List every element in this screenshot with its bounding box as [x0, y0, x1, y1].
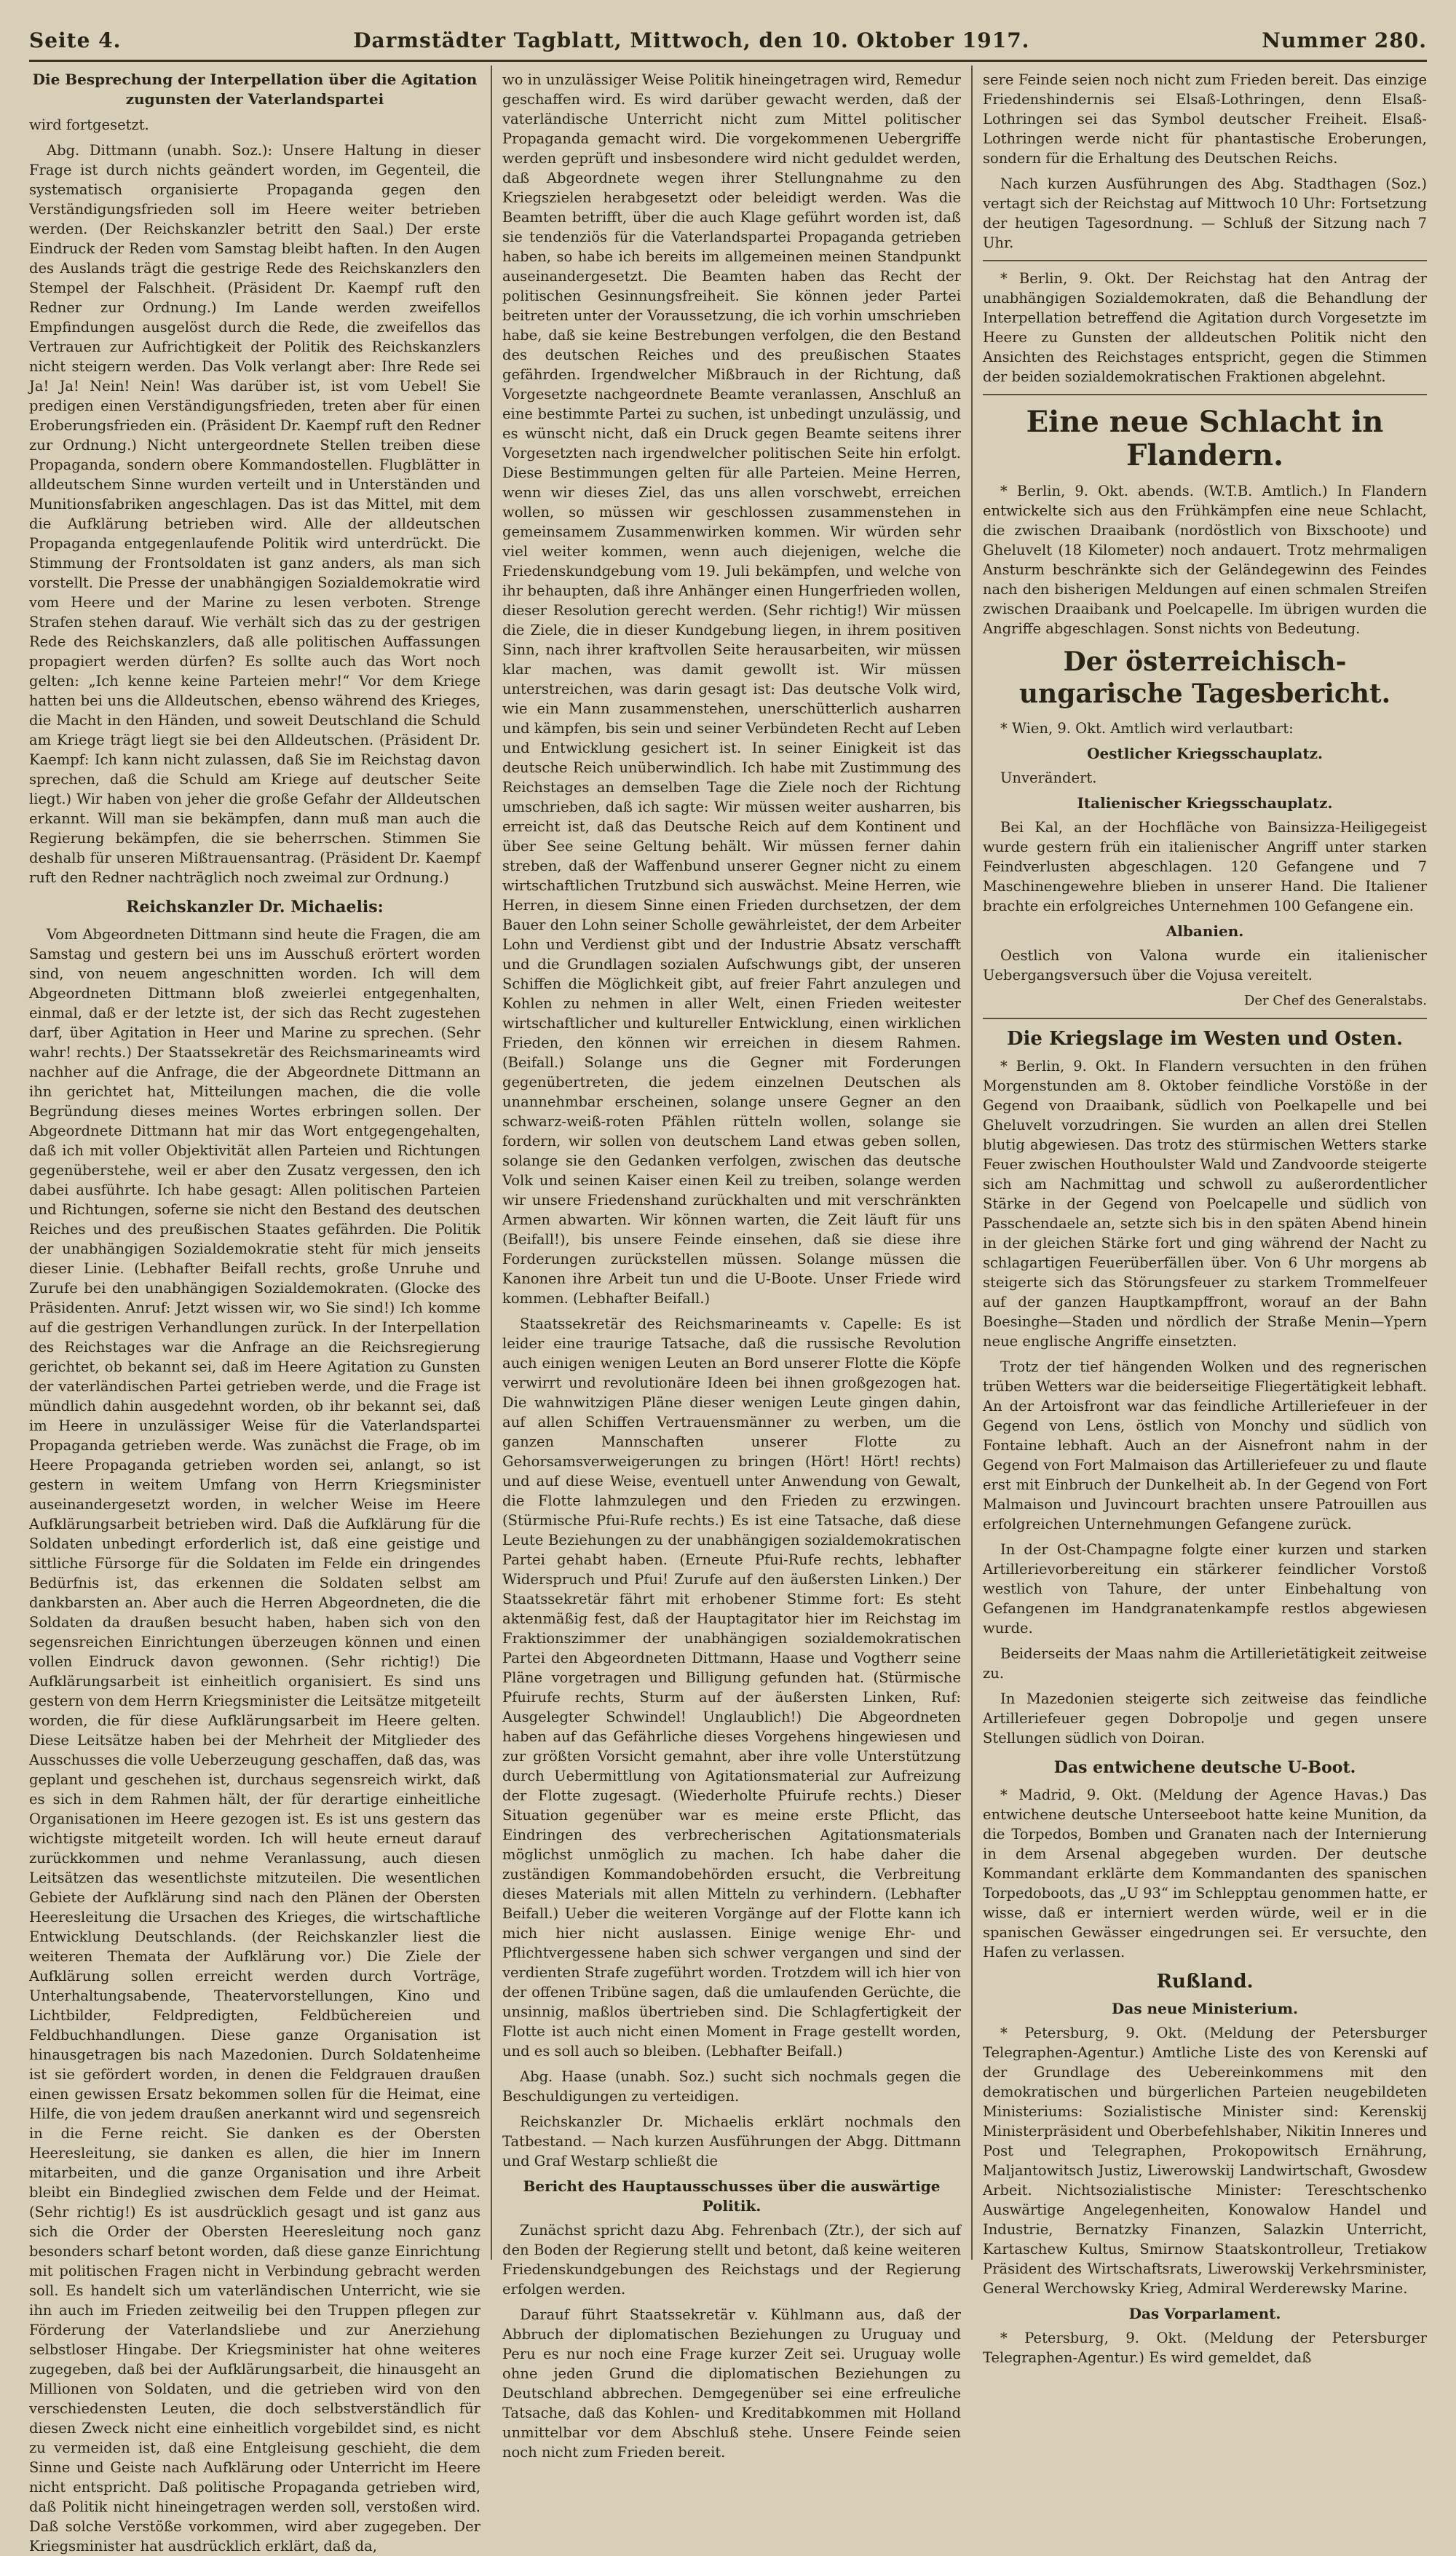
paragraph: Zunächst spricht dazu Abg. Fehrenbach (Ztr.), der sich auf den Boden der Regierung stellt und betont, daß keine weiteren Friedenskundgebungen des Reichstags und der Regierung erfolgen werden.: [502, 2222, 961, 2298]
continued-note: wird fortgesetzt.: [29, 116, 149, 133]
subheading: Italienischer Kriegsschauplatz.: [1077, 794, 1333, 812]
issue-number: Nummer 280.: [1262, 28, 1427, 52]
separator: [983, 260, 1427, 261]
subheading: Bericht des Hauptausschusses über die auswärtige Politik.: [523, 2177, 941, 2215]
paragraph: * Wien, 9. Okt. Amtlich wird verlautbart:: [1000, 720, 1294, 737]
paragraph: * Berlin, 9. Okt. Der Reichstag hat den Antrag der unabhängigen Sozialdemokraten, daß die Behandlung der Interpellation betreffend die Agitation durch Vorgesetzte im Heere zu Gunsten der alldeutschen Politik nicht den Ansichten des Reichstages entspricht, gegen die Stimmen der beiden sozialdemokratischen Fraktionen abgelehnt.: [983, 270, 1427, 385]
paragraph: Abg. Haase (unabh. Soz.) sucht sich nochmals gegen die Beschuldigungen zu verteidigen.: [502, 2068, 961, 2105]
paragraph: Darauf führt Staatssekretär v. Kühlmann aus, daß der Abbruch der diplomatischen Beziehungen zu Uruguay und Peru es nur noch eine Frage kurzer Zeit sei. Uruguay wolle ohne jeden Grund die diplomatischen Beziehungen zu Deutschland abbrechen. Demgegenüber sei eine erfreuliche Tatsache, daß das Kohlen- und Kreditabkommen mit Holland unmittelbar vor dem Abschluß stehe. Unsere Feinde seien noch nicht zum Frieden bereit.: [502, 2306, 961, 2461]
paragraph: Unverändert.: [1000, 769, 1097, 786]
paragraph: Staatssekretär des Reichsmarineamts v. Capelle: Es ist leider eine traurige Tatsache, daß die russische Revolution auch einigen wenigen Leuten an Bord unserer Flotte die Köpfe verwirrt und revolutionäre Ideen bei ihnen großgezogen hat. Die wahnwitzigen Pläne dieser wenigen Leute gingen dahin, auf allen Schiffen Vertrauensmänner zu werben, um die ganzen Mannschaften unserer Flotte zu Gehorsamsverweigerungen zu bringen (Hört! Hört! rechts) und auf diese Weise, eventuell unter Anwendung von Gewalt, die Flotte lahmzulegen und den Frieden zu erzwingen. (Stürmische Pfui-Rufe rechts.) Es ist eine Tatsache, daß diese Leute Beziehungen zu der unabhängigen sozialdemokratischen Partei gehabt haben. (Erneute Pfui-Rufe rechts, lebhafter Widerspruch und Pfui! Zurufe auf den äußersten Linken.) Der Staatssekretär fährt mit erhobener Stimme fort: Es steht aktenmäßig fest, daß der Hauptagitator hier im Reichstag im Fraktionszimmer der unabhängigen sozialdemokratischen Partei den Abgeordneten Dittmann, Haase und Vogtherr seine Pläne vorgetragen und Billigung gefunden hat. (Stürmische Pfuirufe rechts, Sturm auf der äußersten Linken, Ruf: Ausgelegter Schwindel! Unglaublich!) Die Abgeordneten haben auf das Gefährliche dieses Vorgehens hingewiesen und zur größten Vorsicht gemahnt, aber ihre volle Unterstützung durch Uebermittlung von Agitationsmaterial zur Aufreizung der Flotte zugesagt. (Wiederholte Pfuirufe rechts.) Dieser Situation gegenüber war es meine erste Pflicht, das Eindringen des verbrecherischen Agitationsmaterials möglichst unmöglich zu machen. Ich habe daher die zuständigen Kommandobehörden ersucht, die Verbreitung dieses Materials mit allen Mitteln zu verhindern. (Lebhafter Beifall.) Ueber die weiteren Vorgänge auf der Flotte kann ich mich hier nicht auslassen. Einige wenige Ehr- und Pflichtvergessene haben sich schwer vergangen und sind der verdienten Strafe zugeführt worden. Trotzdem will ich hier von der offenen Tribüne sagen, daß die umlaufenden Gerüchte, die unsinnig, maßlos übertrieben sind. Die Schlagfertigkeit der Flotte ist auch nicht einen Moment in Frage gestellt worden, und es soll auch so bleiben. (Lebhafter Beifall.): [502, 1315, 961, 2060]
headline: Eine neue Schlacht in Flandern.: [1026, 405, 1384, 472]
column-divider: [491, 66, 492, 2260]
paragraph: In Mazedonien steigerte sich zeitweise das feindliche Artilleriefeuer gegen Dobropolje und gegen unsere Stellungen südlich von Doiran.: [983, 1690, 1427, 1746]
paragraph: Nach kurzen Ausführungen des Abg. Stadthagen (Soz.) vertagt sich der Reichstag auf Mittwoch 10 Uhr: Fortsetzung der heutigen Tagesordnung. — Schluß der Sitzung nach 7 Uhr.: [983, 175, 1427, 251]
masthead: [29, 22, 1427, 58]
paragraph: Vom Abgeordneten Dittmann sind heute die Fragen, die am Samstag und gestern bei uns im Ausschuß erörtert worden sind, von neuem angeschnitten worden. Ich will dem Abgeordneten Dittmann bloß zweierlei entgegenhalten, einmal, daß er der letzte ist, der sich das Recht zugestehen darf, über Agitation in Heer und Marine zu sprechen. (Sehr wahr! rechts.) Der Staatssekretär des Reichsmarineamts wird nachher auf die Anfrage, die der Abgeordnete Dittmann an ihn gerichtet hat, Mitteilungen machen, die die volle Begründung dieses meines Wortes erbringen sollen. Der Abgeordnete Dittmann hat mir das Wort entgegengehalten, daß ich mit voller Objektivität allen Parteien und Richtungen gegenüberstehe, weil er aber den Zusatz vergessen, den ich dabei ausführte. Ich habe gesagt: Allen politischen Parteien und Richtungen, soferne sie nicht den Bestand des deutschen Reiches und des preußischen Staates gefährden. Die Politik der unabhängigen Sozialdemokratie steht für mich jenseits dieser Linie. (Lebhafter Beifall rechts, große Unruhe und Zurufe bei den unabhängigen Sozialdemokraten. (Glocke des Präsidenten. Anruf: Jetzt wissen wir, wo Sie sind!) Ich komme auf die gestrigen Verhandlungen zurück. In der Interpellation des Reichstages war die Anfrage an die Reichsregierung gerichtet, ob bekannt sei, daß im Heere Agitation zu Gunsten der vaterländischen Partei getrieben werde, und die Frage ist mündlich dahin ausgedehnt worden, ob ihr bekannt sei, daß im Heere in unzulässiger Weise für die Vaterlandspartei Propaganda getrieben werde. Was zunächst die Frage, ob im Heere Propaganda getrieben worden sei, anlangt, so ist gestern in weitem Umfang von Herrn Kriegsminister auseinandergesetzt worden, in welcher Weise im Heere Aufklärungsarbeit betrieben wird. Daß die Aufklärung für die Soldaten unbedingt erforderlich ist, daß eine geistige und sittliche Fürsorge für die Soldaten im Felde ein dringendes Bedürfnis ist, das erkennen die Soldaten selbst am dankbarsten an. Aber auch die Herren Abgeordneten, die die Soldaten da draußen besucht haben, haben sich von den segensreichen Einrichtungen überzeugen können und einen vollen Eindruck davon gewonnen. (Sehr richtig!) Die Aufklärungsarbeit ist einheitlich organisiert. Es sind uns gestern von dem Herrn Kriegsminister die Leitsätze mitgeteilt worden, die für diese Aufklärungsarbeit im Heere gelten. Diese Leitsätze haben bei der Mehrheit der Mitglieder des Ausschusses die volle Ueberzeugung geschaffen, daß das, was geplant und geschehen ist, durchaus segensreich wirkt, daß es sich in dem Rahmen hält, der für derartige einheitliche Organisationen im Heere gezogen ist. Es ist uns gestern das wichtigste mitgeteilt worden. Ich will heute erneut darauf zurückkommen und nehme Veranlassung, auch diesen Leitsätzen das wesentlichste mitzuteilen. Die wesentlichen Gebiete der Aufklärung sind nach den Plänen der Obersten Heeresleitung die Ursachen des Krieges, die wirtschaftliche Entwicklung Deutschlands. (der Reichskanzler liest die weiteren Themata der Aufklärung vor.) Die Ziele der Aufklärung sollen erreicht werden durch Vorträge, Unterhaltungsabende, Theatervorstellungen, Kino und Lichtbilder, Feldpredigten, Feldbüchereien und Feldbuchhandlungen. Diese ganze Organisation ist hinausgetragen bis nach Mazedonien. Durch Soldatenheime ist sie gefördert worden, in denen die Feldgrauen draußen einen gewissen Ersatz bekommen sollen für die Heimat, eine Hilfe, die von jedem draußen anerkannt wird und segensreich in die Ferne reicht. Sie danken es der Obersten Heeresleitung, sie danken es allen, die hier im Innern mitarbeiten, und die ganze Organisation und ihre Arbeit bleibt ein Bindeglied zwischen dem Felde und der Heimat. (Sehr richtig!) Es ist ausdrücklich gesagt und ist ganz aus sich die Order der Obersten Heeresleitung noch ganz besonders scharf betont worden, daß diese ganze Einrichtung mit politischen Fragen nicht in Verbindung gebracht werden soll. Es handelt sich um vaterländischen Unterricht, wie sie ihn auch im Frieden zeitweilig bei den Truppen pflegen zur Förderung der Vaterlandsliebe und zur Anerziehung selbstloser Hingabe. Der Kriegsminister hat ohne weiteres zugegeben, daß bei der Aufklärungsarbeit, die hinausgeht an Millionen von Soldaten, und die getrieben wird von den verschiedensten Leuten, die doch selbstverständlich für diesen Zweck nicht eine einheitlich vorgebildet sind, es nicht zu vermeiden ist, daß eine Entgleisung geschieht, die dem Sinne und Geiste nach Aufklärung oder Unterricht im Heere nicht entspricht. Daß politische Propaganda getrieben wird, daß Politik nicht hineingetragen werden soll, verstoßen wird. Daß solche Verstöße vorkommen, wird aber zugegeben. Der Kriegsminister hat ausdrücklich erklärt, daß da,: [29, 926, 480, 2555]
masthead-rule: [29, 60, 1427, 62]
signature-line: Der Chef des Generalstabs.: [1244, 993, 1427, 1008]
paragraph: Oestlich von Valona wurde ein italienischer Uebergangsversuch über die Vojusa vereitelt.: [983, 947, 1427, 984]
speaker-heading: Reichskanzler Dr. Michaelis:: [126, 898, 384, 917]
paragraph: * Berlin, 9. Okt. In Flandern versuchten in den frühen Morgenstunden am 8. Oktober feindliche Vorstöße in der Gegend von Draaibank, südlich von Poelkapelle und bei Gheluvelt vorzudringen. Sie wurden an allen drei Stellen blutig abgewiesen. Das trotz des stürmischen Wetters starke Feuer zwischen Houthoulster Wald und Zandvoorde steigerte sich am Nachmittag und schwoll zu außerordentlicher Stärke in der Gegend von Poelcapelle und südlich von Passchendaele an, setzte sich bis in den späten Abend hinein in der gleichen Stärke fort und ging während der Nacht zu schlagartigen Feuerüberfällen über. Von 6 Uhr morgens ab steigerte sich das Störungsfeuer zu starkem Trommelfeuer auf der ganzen Hauptkampffront, worauf an der Bahn Boesinghe—Staden und nördlich der Straße Menin—Ypern neue englische Angriffe einsetzten.: [983, 1058, 1427, 1350]
paragraph: Bei Kal, an der Hochfläche von Bainsizza-Heiligegeist wurde gestern früh ein italienischer Angriff unter starken Feindverlusten abgeschlagen. 120 Gefangene und 7 Maschinengewehre blieben in unserer Hand. Die Italiener brachte ein erfolgreiches Unternehmen 100 Gefangene ein.: [983, 819, 1427, 914]
headline: Das entwichene deutsche U-Boot.: [1053, 1758, 1356, 1777]
newspaper-dateline: Darmstädter Tagblatt, Mittwoch, den 10. Oktober 1917.: [353, 28, 1030, 52]
paragraph: sere Feinde seien noch nicht zum Frieden bereit. Das einzige Friedenshindernis sei Elsaß-Lothringen, denn Elsaß-Lothringen sei das Symbol deutscher Freiheit. Elsaß-Lothringen werde nicht für phantastische Eroberungen, sondern für die Erhaltung des Deutschen Reichs.: [983, 71, 1427, 167]
separator: [983, 1018, 1427, 1019]
paragraph: * Berlin, 9. Okt. abends. (W.T.B. Amtlich.) In Flandern entwickelte sich aus den Frühkämpfen eine neue Schlacht, die zwischen Draaibank (nordöstlich von Bixschoote) und Gheluvelt (18 Kilometer) noch andauert. Trotz mehrmaligen Ansturm beschränkte sich der Geländegewinn des Feindes nach den bisherigen Meldungen auf einen schmalen Streifen zwischen Draaibank und Poelcapelle. Im übrigen wurden die Angriffe abgeschlagen. Sonst nichts von Bedeutung.: [983, 483, 1427, 637]
paragraph: Reichskanzler Dr. Michaelis erklärt nochmals den Tatbestand. — Nach kurzen Ausführungen der Abgg. Dittmann und Graf Westarp schließt die: [502, 2113, 961, 2169]
column-1: [29, 70, 480, 2555]
paragraph: Trotz der tief hängenden Wolken und des regnerischen trüben Wetters war die beiderseitige Fliegertätigkeit lebhaft. An der Artoisfront war das feindliche Artilleriefeuer in der Gegend von Lens, östlich von Monchy und südlich von Fontaine lebhaft. Auch an der Aisnefront nahm in der Gegend von Fort Malmaison das Artilleriefeuer zu und flaute erst mit Einbruch der Dunkelheit ab. In der Gegend von Fort Malmaison und Juvincourt brachten unsere Patrouillen aus erfolgreichen Unternehmungen Gefangene zurück.: [983, 1358, 1427, 1532]
column-3: [983, 70, 1428, 2366]
subheading: Albanien.: [1166, 922, 1244, 940]
headline: Der österreichisch-ungarische Tagesbericht.: [1018, 646, 1391, 709]
subheading: Das neue Ministerium.: [1112, 2000, 1298, 2017]
paragraph: * Petersburg, 9. Okt. (Meldung der Petersburger Telegraphen-Agentur.) Es wird gemeldet, daß: [983, 2330, 1427, 2366]
paragraph: Beiderseits der Maas nahm die Artillerietätigkeit zeitweise zu.: [983, 1645, 1427, 1682]
paragraph: wo in unzulässiger Weise Politik hineingetragen wird, Remedur geschaffen wird. Es wird darüber gewacht werden, daß der vaterländische Unterricht nicht zum Mittel politischer Propaganda gemacht wird. Die vorgekommenen Uebergriffe werden geprüft und insbesondere wird nicht geduldet werden, daß Abgeordnete wegen ihrer Stellungnahme zu den Kriegszielen herabgesetzt oder beleidigt werden. Was die Beamten betrifft, über die auch Klage geführt worden ist, daß sie tendenziös für die Vaterlandspartei Propaganda getrieben haben, so habe ich bereits im allgemeinen meinen Standpunkt auseinandergesetzt. Die Beamten haben das Recht der politischen Gesinnungsfreiheit. Sie können jeder Partei beitreten unter der Voraussetzung, die ich vorhin umschrieben habe, daß sie keine Bestrebungen verfolgen, die den Bestand des deutschen Reiches und des preußischen Staates gefährden. Irgendwelcher Mißbrauch in der Richtung, daß Vorgesetzte nachgeordnete Beamte veranlassen, Anschluß an eine bestimmte Partei zu suchen, ist unbedingt unzulässig, und es wünscht nicht, daß ein Druck gegen Beamte seitens ihrer Vorgesetzten nach irgendwelcher politischen Seite hin erfolgt. Diese Bestimmungen gelten für alle Parteien. Meine Herren, wenn wir dieses Ziel, das uns allen vorschwebt, erreichen wollen, so müssen wir geschlossen zusammenstehen in gemeinsamem Zusammenwirken kommen. Wir würden sehr viel weiter kommen, wenn auch diejenigen, welche die Friedenskundgebung vom 19. Juli bekämpfen, und welche von ihr behaupten, daß ihre Anhänger einen Hungerfrieden wollen, dieser Resolution gerecht werden. (Sehr richtig!) Wir müssen die Ziele, die in dieser Kundgebung liegen, in ihrem positiven Sinn, nach ihrer kraftvollen Seite herausarbeiten, wir müssen klar machen, was damit gewollt ist. Wir müssen unterstreichen, was darin gesagt ist: Das deutsche Volk wird, wie ein Mann zusammenstehen, unerschütterlich ausharren und kämpfen, bis sein und seiner Verbündeten Recht auf Leben und Entwicklung gesichert ist. In seiner Einigkeit ist das deutsche Reich unüberwindlich. Ich habe mit Zustimmung des Reichstages an demselben Tage die Ziele noch der Richtung umschrieben, daß ich sagte: Wir müssen weiter ausharren, bis erreicht ist, daß das Deutsche Reich auf dem Kontinent und über See seine Geltung behält. Wir müssen ferner dahin streben, daß der Waffenbund unserer Gegner nicht zu einem wirtschaftlichen Trutzbund sich auswächst. Meine Herren, wie Herren, in diesem Sinne einen Frieden durchsetzen, der dem Bauer den Lohn seiner Scholle gewährleistet, der dem Arbeiter Lohn und Verdienst gibt und der Industrie Absatz verschafft und die Grundlagen sozialen Aufschwungs gibt, der unseren Schiffen die Möglichkeit gibt, auf freier Fahrt anzulegen und Kohlen zu nehmen in aller Welt, einen Frieden weitester wirtschaftlicher und kultureller Entwicklung, einen wirklichen Frieden, den können wir erreichen in diesem Rahmen. (Beifall.) Solange uns die Gegner mit Forderungen gegenübertreten, die jedem einzelnen Deutschen als unannehmbar erscheinen, solange unsere Gegner an den schwarz-weiß-roten Pfählen rütteln wollen, solange sie fordern, wir sollen von deutschem Land etwas geben sollen, solange sie den Gedanken verfolgen, zwischen das deutsche Volk und seinen Kaiser einen Keil zu treiben, solange werden wir unsere Friedenshand zurückhalten und mit verschränkten Armen abwarten. Wir können warten, die Zeit läuft für uns (Beifall!), bis unsere Feinde einsehen, daß sie diese ihre Forderungen zurückstellen müssen. Solange müssen die Kanonen ihre Arbeit tun und die U-Boote. Unser Friede wird kommen. (Lebhafter Beifall.): [502, 71, 961, 1307]
column-2: [502, 70, 961, 2461]
page-number: Seite 4.: [29, 28, 122, 52]
column-divider: [971, 66, 973, 2260]
subheading: Das Vorparlament.: [1128, 2305, 1281, 2322]
paragraph: * Petersburg, 9. Okt. (Meldung der Petersburger Telegraphen-Agentur.) Amtliche Liste des von Kerenski auf der Grundlage des Uebereinkommens mit den demokratischen und bürgerlichen Parteien neugebildeten Ministeriums: Sozialistische Minister sind: Kerenskij Ministerpräsident und Oberbefehlshaber, Nikitin Inneres und Post und Telegraphen, Prokopowitsch Ernährung, Maljantowitsch Justiz, Liwerowskij Landwirtschaft, Gwosdew Arbeit. Nichtsozialistische Minister: Tereschtschenko Auswärtige Angelegenheiten, Konowalow Handel und Industrie, Bernatzky Finanzen, Salazkin Unterricht, Kartaschew Kultus, Smirnow Staatskontrolleur, Tretiakow Präsident des Wirtschaftsrats, Liwerowskij Verkehrsminister, General Werchowsky Krieg, Admiral Werderewsky Marine.: [983, 2025, 1427, 2297]
section-title: Die Besprechung der Interpellation über die Agitation zugunsten der Vaterlandspartei: [32, 71, 478, 108]
separator: [983, 394, 1427, 395]
paragraph: In der Ost-Champagne folgte einer kurzen und starken Artillerievorbereitung ein stärkerer feindlicher Vorstoß westlich von Tahure, der unter Einbehaltung von Gefangenen im Handgranatenkampfe restlos abgewiesen wurde.: [983, 1541, 1427, 1637]
headline: Die Kriegslage im Westen und Osten.: [1006, 1028, 1404, 1050]
headline: Rußland.: [1156, 1971, 1254, 1993]
paragraph: Abg. Dittmann (unabh. Soz.): Unsere Haltung in dieser Frage ist durch nichts geändert worden, im Gegenteil, die systematisch organisierte Propaganda gegen den Verständigungsfrieden soll im Heere weiter betrieben werden. (Der Reichskanzler betritt den Saal.) Der erste Eindruck der Reden vom Samstag bleibt haften. In den Augen des Auslands trägt die gestrige Rede des Reichskanzlers den Stempel der Falschheit. (Präsident Dr. Kaempf ruft den Redner zur Ordnung.) Im Lande werden zweifellos Empfindungen ausgelöst durch die Rede, die zweifellos das Vertrauen zur Aufrichtigkeit der Politik des Reichskanzlers nicht steigern werden. Das Volk verlangt aber: Ihre Rede sei Ja! Ja! Nein! Nein! Was darüber ist, ist vom Uebel! Sie predigen einen Verständigungsfrieden, treten aber für einen Eroberungsfrieden ein. (Präsident Dr. Kaempf ruft den Redner zur Ordnung.) Nicht untergeordnete Stellen treiben diese Propaganda, sondern obere Kommandostellen. Flugblätter in alldeutschem Sinne wurden verteilt und in Unterständen und Munitionsfabriken angeschlagen. Das ist das Mittel, mit dem die Aufklärung betrieben wird. Alle der alldeutschen Propaganda entgegenlaufende Politik wird unterdrückt. Die Stimmung der Frontsoldaten ist ganz anders, als man sich vorstellt. Die Presse der unabhängigen Sozialdemokratie wird vom Heere und der Marine zu lesen verboten. Strenge Strafen stehen darauf. Wie verhält sich das zu der gestrigen Rede des Reichskanzlers, daß alle politischen Auffassungen propagiert werden dürfen? Es sollte auch das Wort noch gelten: „Ich kenne keine Parteien mehr!“ Vor dem Kriege hatten bei uns die Alldeutschen, ebenso während des Krieges, die Macht in den Händen, und soweit Deutschland die Schuld am Kriege trägt liegt sie bei den Alldeutschen. (Präsident Dr. Kaempf: Ich kann nicht zulassen, daß Sie im Reichstag davon sprechen, daß die Schuld am Kriege auf deutscher Seite liegt.) Wir haben von jeher die große Gefahr der Alldeutschen erkannt. Will man sie bekämpfen, dann muß man auch die Regierung bekämpfen, die sie beherrschen. Stimmen Sie deshalb für unseren Mißtrauensantrag. (Präsident Dr. Kaempf ruft den Redner nachträglich noch zweimal zur Ordnung.): [29, 142, 480, 886]
paragraph: * Madrid, 9. Okt. (Meldung der Agence Havas.) Das entwichene deutsche Unterseeboot hatte keine Munition, da die Torpedos, Bomben und Granaten nach der Internierung in dem Arsenal abgegeben wurden. Der deutsche Kommandant erklärte dem Kommandanten des spanischen Torpedoboots, das „U 93“ im Schlepptau genommen hatte, er wisse, daß er interniert werden würde, weil er in die spanischen Gewässer eingedrungen sei. Er versuchte, den Hafen zu verlassen.: [983, 1787, 1428, 1960]
subheading: Oestlicher Kriegsschauplatz.: [1087, 745, 1323, 762]
